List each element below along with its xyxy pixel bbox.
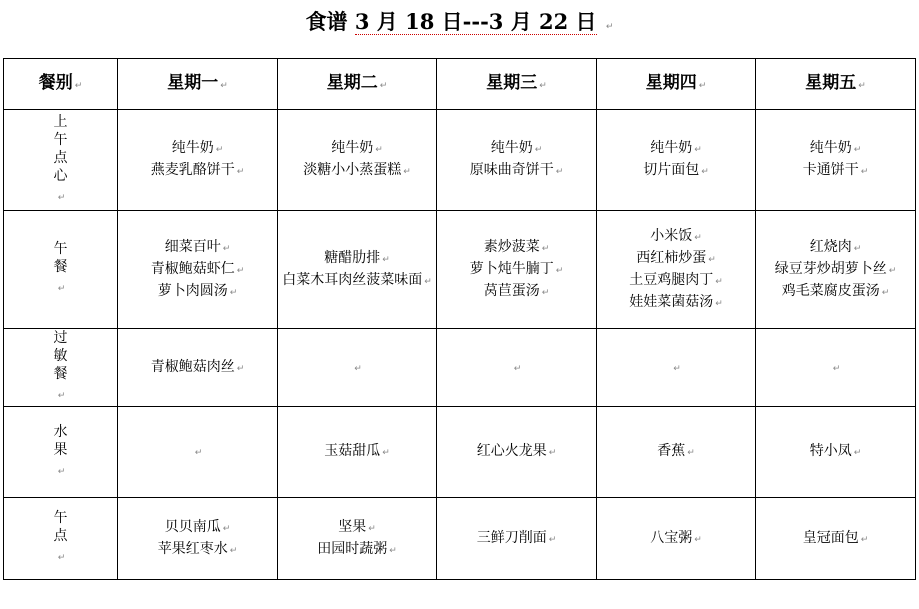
header-day: 星期四 ↵: [597, 59, 756, 110]
header-day: 星期三 ↵: [437, 59, 597, 110]
menu-cell: [278, 211, 437, 329]
menu-item: 苹果红枣水 ↵: [157, 540, 238, 557]
table-row: [4, 498, 916, 580]
page-title: [0, 8, 919, 41]
menu-item: 娃娃菜菌菇汤 ↵: [629, 293, 723, 310]
header-day: 星期一 ↵: [118, 59, 278, 110]
menu-item: 燕麦乳酪饼干 ↵: [150, 162, 245, 178]
menu-item: 切片面包 ↵: [643, 162, 709, 178]
menu-table: [3, 58, 916, 580]
cell-mark-icon: ↵: [194, 448, 203, 458]
menu-item: 白菜木耳肉丝菠菜味面 ↵: [282, 271, 432, 288]
menu-item: 萝卜炖牛腩丁 ↵: [469, 260, 564, 277]
menu-item: 红烧肉 ↵: [809, 238, 862, 255]
menu-cell: [278, 498, 437, 580]
cell-mark-icon: ↵: [354, 363, 362, 374]
menu-item: 三鲜刀削面 ↵: [476, 529, 557, 546]
menu-cell: [756, 498, 916, 580]
menu-item: 西红柿炒蛋 ↵: [636, 249, 716, 266]
menu-item: 坚果 ↵: [338, 518, 376, 535]
menu-cell: [437, 407, 597, 498]
menu-item: 特小凤 ↵: [809, 443, 862, 459]
menu-cell: [118, 110, 278, 211]
title-prefix: 食谱: [305, 9, 348, 34]
menu-cell: [278, 329, 437, 407]
meal-type-label: 上午点心 ↵: [4, 110, 118, 211]
menu-item: 萝卜肉圆汤 ↵: [157, 282, 238, 299]
menu-item: 青椒鲍菇虾仁 ↵: [150, 260, 245, 277]
meal-type-label: 午餐 ↵: [4, 211, 118, 329]
menu-item: 糖醋肋排 ↵: [324, 249, 390, 266]
menu-cell: [278, 110, 437, 211]
menu-cell: [597, 110, 756, 211]
table-row: [4, 211, 916, 329]
cell-mark-icon: ↵: [57, 466, 66, 477]
menu-item: 小米饭 ↵: [650, 227, 702, 244]
menu-cell: [437, 211, 597, 329]
menu-item: 香蕉 ↵: [657, 443, 695, 459]
table-row: [4, 110, 916, 211]
meal-type-label: 水果 ↵: [4, 407, 118, 498]
menu-item: 纯牛奶 ↵: [650, 140, 702, 156]
meal-type-label: 过敏餐 ↵: [4, 329, 118, 407]
menu-item: 纯牛奶 ↵: [331, 140, 383, 156]
menu-cell: [597, 498, 756, 580]
header-day: 星期二 ↵: [278, 59, 437, 110]
menu-item: 青椒鲍菇肉丝 ↵: [150, 358, 245, 375]
menu-cell: [118, 498, 278, 580]
menu-cell: [597, 329, 756, 407]
table-row: [4, 329, 916, 407]
meal-type-label: 午点 ↵: [4, 498, 118, 580]
menu-cell: [118, 211, 278, 329]
menu-cell: [437, 329, 597, 407]
menu-item: 玉菇甜瓜 ↵: [324, 443, 390, 459]
menu-item: 纯牛奶 ↵: [809, 140, 862, 156]
menu-cell: [437, 110, 597, 211]
menu-item: 原味曲奇饼干 ↵: [469, 162, 564, 178]
menu-cell: [118, 407, 278, 498]
menu-cell: [756, 110, 916, 211]
menu-item: 纯牛奶 ↵: [490, 140, 543, 156]
header-row: [4, 59, 916, 110]
menu-item: 卡通饼干 ↵: [802, 162, 869, 178]
menu-cell: [278, 407, 437, 498]
menu-item: 八宝粥 ↵: [650, 529, 702, 546]
menu-item: 皇冠面包 ↵: [802, 529, 869, 546]
menu-cell: [756, 329, 916, 407]
menu-item: 素炒菠菜 ↵: [483, 238, 550, 255]
menu-item: 纯牛奶 ↵: [171, 140, 224, 156]
menu-item: 淡糖小小蒸蛋糕 ↵: [303, 162, 411, 178]
header-corner: 餐别 ↵: [4, 59, 118, 110]
menu-cell: [756, 211, 916, 329]
menu-item: 绿豆芽炒胡萝卜丝 ↵: [774, 260, 897, 277]
table-row: [4, 407, 916, 498]
cell-mark-icon: ↵: [57, 553, 66, 563]
cell-mark-icon: ↵: [57, 192, 66, 203]
cell-mark-icon: ↵: [57, 391, 66, 401]
cell-mark-icon: ↵: [673, 363, 681, 374]
cell-mark-icon: ↵: [832, 363, 841, 374]
menu-cell: [437, 498, 597, 580]
paragraph-mark-icon: ↵: [605, 22, 614, 32]
header-day: 星期五 ↵: [756, 59, 916, 110]
menu-cell: [597, 407, 756, 498]
menu-cell: [118, 329, 278, 407]
menu-item: 贝贝南瓜 ↵: [164, 518, 231, 535]
menu-item: 红心火龙果 ↵: [476, 443, 557, 459]
menu-item: 鸡毛菜腐皮蛋汤 ↵: [781, 282, 890, 299]
cell-mark-icon: ↵: [513, 363, 522, 374]
menu-item: 莴苣蛋汤 ↵: [483, 282, 550, 299]
menu-cell: [597, 211, 756, 329]
title-date-range: 3 月 18 日---3 月 22 日: [354, 9, 597, 34]
menu-item: 田园时蔬粥 ↵: [317, 540, 397, 557]
cell-mark-icon: ↵: [57, 284, 66, 294]
menu-item: 土豆鸡腿肉丁 ↵: [629, 271, 723, 288]
menu-cell: [756, 407, 916, 498]
menu-item: 细菜百叶 ↵: [164, 238, 231, 255]
